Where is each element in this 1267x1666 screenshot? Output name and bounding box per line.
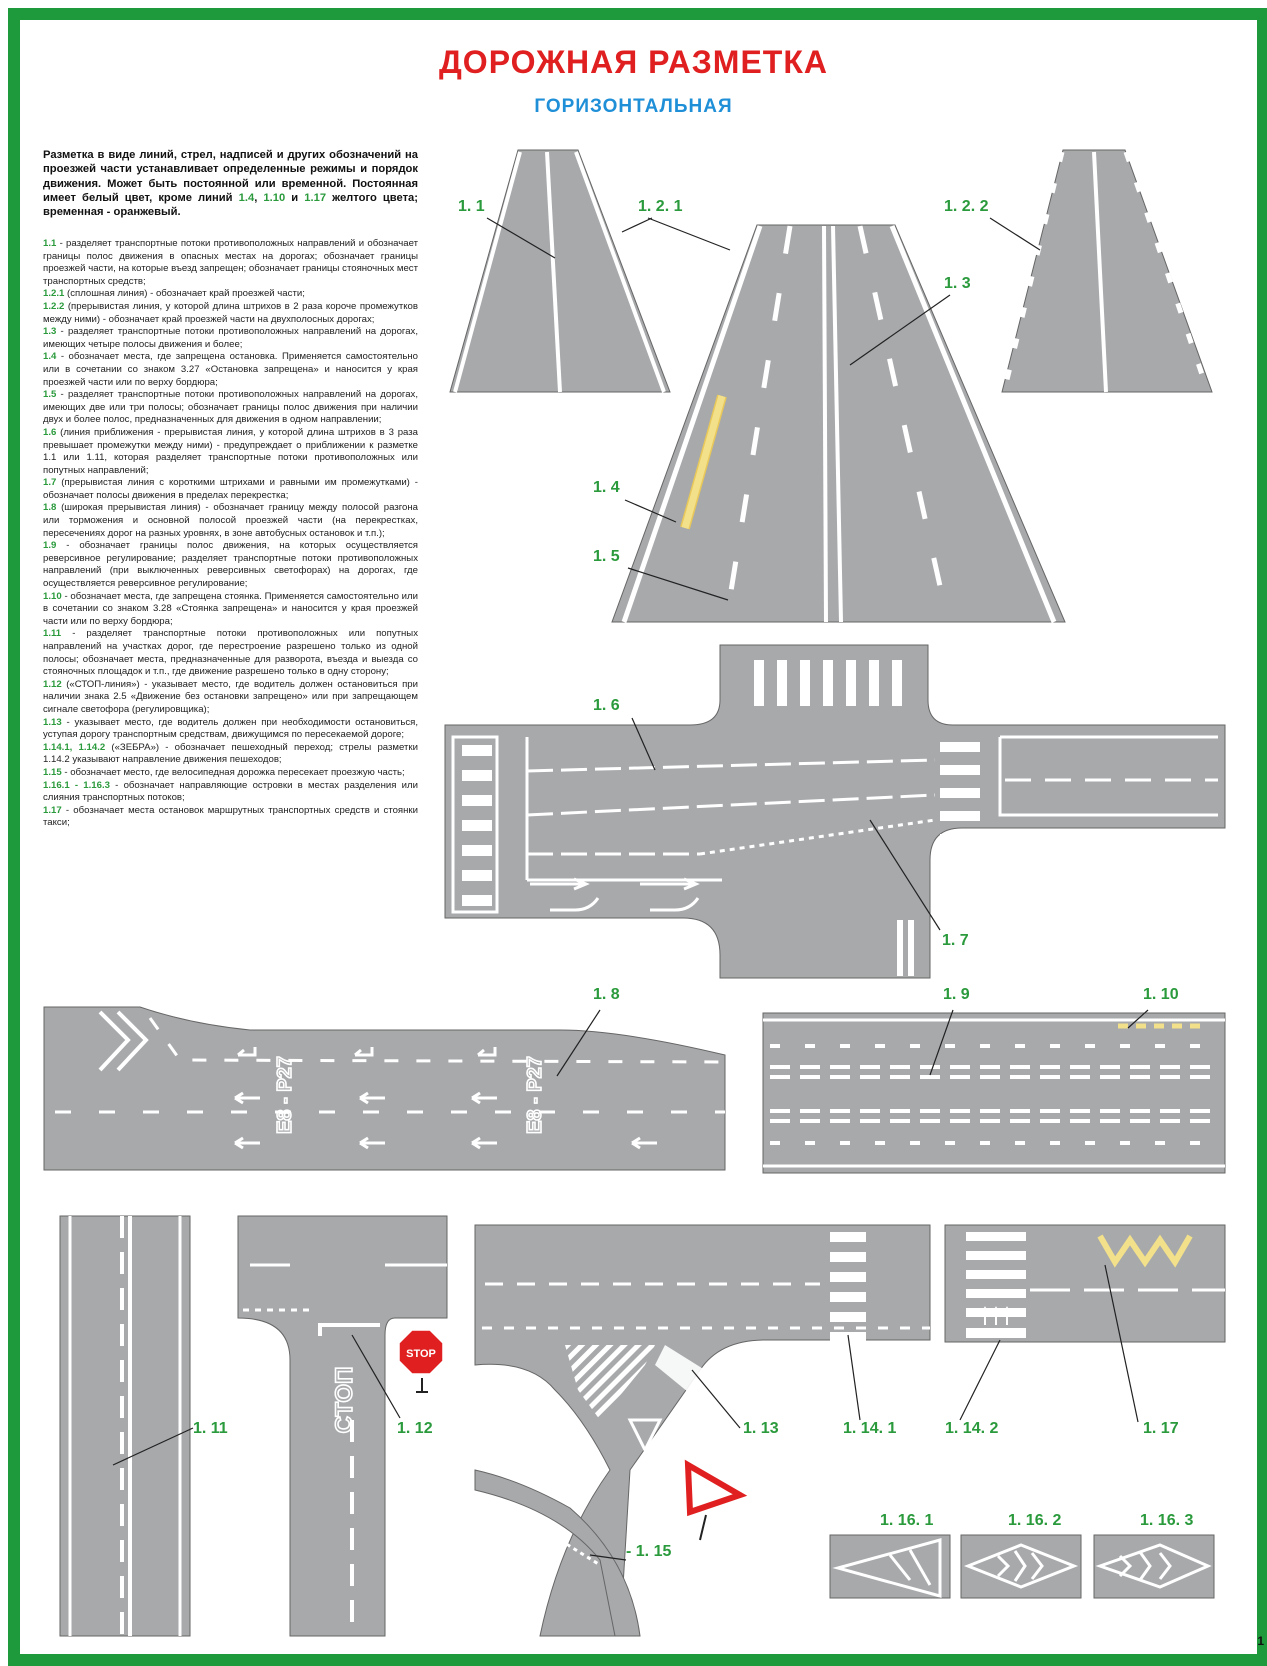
description-number: 1.12	[43, 678, 62, 690]
description-text: - обозначает место, где велосипедная дорожка пересекает проезжую часть;	[61, 766, 405, 778]
description-text: (прерывистая линия, у которой длина штрихов в 2 раза короче промежутков между ними) - обозначает край проезжей части на двухполосных дорогах;	[43, 300, 418, 325]
description-number: 1.13	[43, 716, 62, 728]
label-1-14-1: 1. 14. 1	[843, 1420, 897, 1437]
illus-1-8-road	[44, 1007, 725, 1170]
label-1-2-1: 1. 2. 1	[638, 198, 683, 215]
description-text: - обозначает места, где запрещена остановка. Применяется самостоятельно или в сочетании со знаком 3.27 «Остановка запрещена» и наносится у края проезжей части или по верху бордюра;	[43, 351, 418, 388]
label-1-17: 1. 17	[1143, 1420, 1179, 1437]
description-text: - обозначает направляющие островки в местах разделения или слияния транспортных потоков;	[43, 779, 418, 804]
description-number: 1.8	[43, 502, 57, 514]
illus-1-1-road	[450, 150, 670, 392]
label-1-16-2: 1. 16. 2	[1008, 1512, 1062, 1529]
description-text: (линия приближения - прерывистая линия, у которой длина штрихов в 3 раза превышает промежутки между ними) - предупреждает о приближении к разметке 1.1 или 1.11, которая разделяет транспортные потоки противоположных или попутных направлений;	[43, 426, 418, 476]
label-1-7: 1. 7	[942, 932, 969, 949]
page-title: ДОРОЖНАЯ РАЗМЕТКА	[439, 44, 828, 80]
label-1-8: 1. 8	[593, 986, 620, 1003]
label-1-6: 1. 6	[593, 697, 620, 714]
illus-1-11-road	[60, 1216, 190, 1636]
description-number: 1.14.1, 1.14.2	[43, 741, 106, 753]
description-number: 1.2.1	[43, 288, 65, 300]
description-text: - обозначает границы полос движения, на которых осуществляется реверсивное регулирование; разделяет транспортные потоки противоположных направлений (при выключенных реверсивных светофорах) на дорогах, где осуществляется реверсивное регулирование;	[43, 540, 418, 590]
description-number: 1.3	[43, 326, 57, 338]
description-text: (широкая прерывистая линия) - обозначает границу между полосой разгона или торможения и основной полосой проезжей части (на перекрестках, пересечениях дорог на разных уровнях, в зоне автобусных остановок и т.п.);	[43, 502, 418, 539]
illus-1-6-intersection	[445, 645, 1225, 978]
description-text: - указывает место, где водитель должен при необходимости остановиться, уступая дорогу транспортным средствам, движущимся по пересекаемой дороге;	[43, 716, 418, 741]
intro-hl3: 1.17	[304, 191, 327, 204]
label-1-15: - 1. 15	[626, 1543, 672, 1560]
description-text: - разделяет транспортные потоки противоположных направлений на дорогах, имеющих четыре полосы движения и более;	[43, 326, 418, 350]
label-1-5: 1. 5	[593, 548, 620, 565]
description-number: 1.7	[43, 477, 57, 489]
label-1-9: 1. 9	[943, 986, 970, 1003]
label-1-16-3: 1. 16. 3	[1140, 1512, 1194, 1529]
description-text: - обозначает места остановок маршрутных транспортных средств и стоянки такси;	[43, 804, 418, 829]
label-1-13: 1. 13	[743, 1420, 779, 1437]
stop-road-text: СТОП	[331, 1366, 358, 1434]
route-text-1: Е8 - Р27	[274, 1056, 296, 1134]
illus-1-2-2-road	[1002, 150, 1212, 392]
page-subtitle: ГОРИЗОНТАЛЬНАЯ	[534, 96, 733, 117]
yield-sign-icon	[688, 1465, 740, 1540]
label-1-2-2: 1. 2. 2	[944, 198, 989, 215]
label-1-4: 1. 4	[593, 479, 620, 496]
description-text: (прерывистая линия с короткими штрихами и равными им промежутками) - обозначает полосы движения в пределах перекрестка;	[43, 477, 418, 501]
intro-part2: желтого цвета; временная - оранжевый.	[43, 191, 418, 219]
stop-sign-text: STOP	[406, 1348, 436, 1360]
intro-sep2: и	[285, 191, 305, 204]
description-number: 1.15	[43, 766, 62, 778]
illus-1-14-2-road	[945, 1225, 1225, 1342]
description-number: 1.4	[43, 351, 57, 363]
intro-hl2: 1.10	[263, 191, 286, 204]
description-text: (сплошная линия) - обозначает край проезжей части;	[64, 288, 305, 300]
illus-1-16-islands	[830, 1535, 1214, 1598]
illus-1-3-road	[612, 225, 1065, 622]
description-text: - обозначает места, где запрещена стоянка. Применяется самостоятельно или в сочетании со знаком 3.28 «Стоянка запрещена» и наносится у края проезжей части или по верху бордюра;	[43, 590, 418, 627]
label-1-12: 1. 12	[397, 1420, 433, 1437]
label-1-16-1: 1. 16. 1	[880, 1512, 934, 1529]
intro-sep1: ,	[254, 191, 264, 204]
description-text: («ЗЕБРА») - обозначает пешеходный переход; стрелы разметки 1.14.2 указывают направление движения пешеходов;	[43, 741, 418, 766]
route-text-2: Е8 - Р27	[524, 1056, 546, 1134]
label-1-1: 1. 1	[458, 198, 485, 215]
label-1-14-2: 1. 14. 2	[945, 1420, 999, 1437]
description-number: 1.2.2	[43, 300, 65, 312]
description-text: - разделяет транспортные потоки противоположных или попутных направлений на участках дорог, где перестроение разрешено только из одной полосы; обозначает места, предназначенные для разворота, въезда и выезда со стояночных площадок и т.п., где движение разрешено только в одну сторону;	[43, 628, 418, 678]
description-number: 1.11	[43, 628, 62, 640]
description-text: - разделяет транспортные потоки противоположных направлений и обозначает границы полос движения в опасных местах на дорогах; обозначает границы проезжей части, на которые въезд запрещен; обозначает границы стояночных мест транспортных средств;	[43, 238, 418, 287]
illus-1-9-road	[763, 1013, 1225, 1173]
description-text: - разделяет транспортные потоки противоположных направлений на дорогах, имеющих две или три полосы; обозначает границы полос движения при наличии двух и более полос, предназначенных для движения в одном направлении;	[43, 389, 418, 426]
label-1-3: 1. 3	[944, 275, 971, 292]
intro-hl1: 1.4	[238, 191, 255, 204]
intro-part1: Разметка в виде линий, стрел, надписей и других обозначений на проезжей части устанавливает определенные режимы и порядок движения. Может быть постоянной или временной. Постоянная имеет белый цвет, кроме линий	[43, 149, 418, 204]
description-text: («СТОП-линия») - указывает место, где водитель должен остановиться при наличии знака 2.5 «Движение без остановки запрещено» или при запрещающем сигнале светофора (регулировщика);	[43, 678, 418, 715]
page-number: 1	[1257, 1634, 1264, 1648]
description-number: 1.5	[43, 389, 57, 401]
description-number: 1.1	[43, 238, 57, 249]
label-1-10: 1. 10	[1143, 986, 1179, 1003]
description-number: 1.10	[43, 590, 62, 602]
description-number: 1.17	[43, 804, 62, 816]
description-number: 1.16.1 - 1.16.3	[43, 779, 110, 791]
label-1-11: 1. 11	[193, 1420, 228, 1437]
description-number: 1.9	[43, 540, 57, 552]
description-number: 1.6	[43, 426, 57, 438]
